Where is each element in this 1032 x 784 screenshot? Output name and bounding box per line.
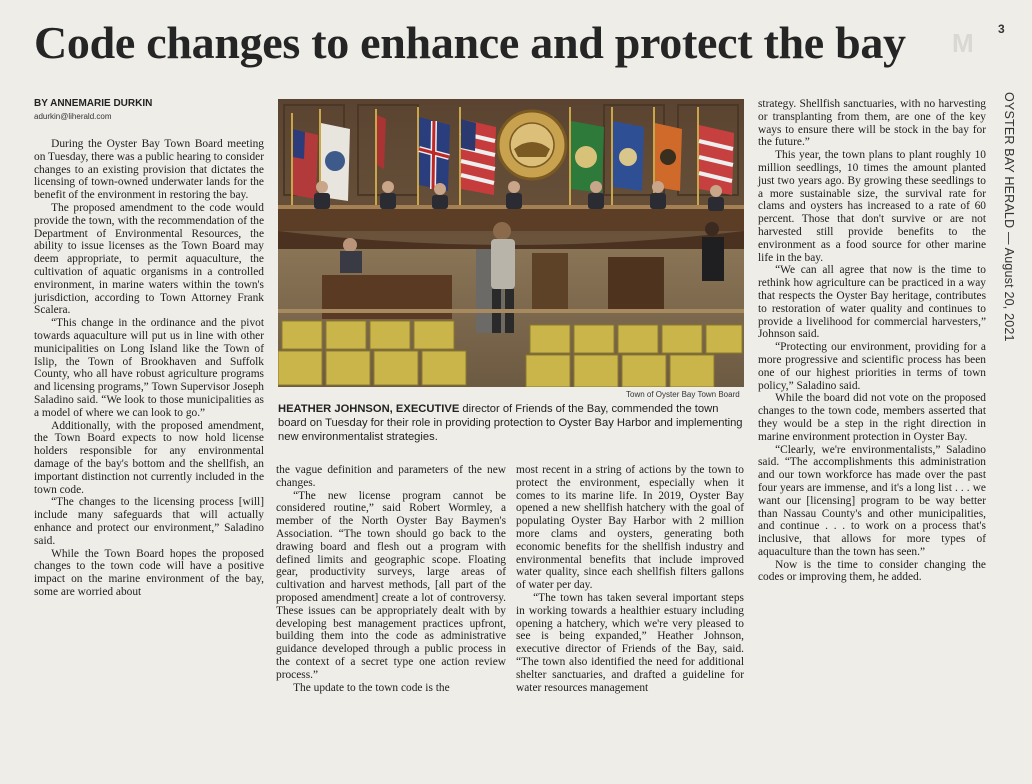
paragraph: “We can all agree that now is the time to rethink how agriculture can be practiced in a way that respects the Oyster Bay heritage, contributes to restoration of water quality and continues to provide a livelihood for commercial harvesters,” Johnson said. [758,264,986,341]
caption-text: director of Friends of the Bay, commended the town board on Tuesday for their role in providing protection to Oyster Bay Harbor and implementing new environmentalist strategies. [278,403,743,443]
photo-credit: Town of Oyster Bay Town Board [626,390,740,399]
headline: Code changes to enhance and protect the bay [34,17,906,68]
town-seal [498,111,566,179]
photo-illustration [278,99,744,387]
board-meeting-photo [278,99,744,387]
paragraph: During the Oyster Bay Town Board meeting on Tuesday, there was a public hearing to consider changes to an existing provision that dictates the licensing of town-owned underwater lands for the benefit of the environment in restoring the bay. [34,138,264,202]
paragraph: “The changes to the licensing process [will] include many safeguards that will actually enhance and protect our environment,” Saladino said. [34,496,264,547]
paragraph: The proposed amendment to the code would provide the town, with the recommendation of the Department of Environmental Resources, the ability to issue licenses as the Town Board may deem appropriate, to permit aquaculture, the cultivation of aquatic organisms in a controlled environment, in marine waters within the town's jurisdiction, according to Town Attorney Frank Scalera. [34,201,264,317]
column-4 [758,98,986,584]
paragraph: “Protecting our environment, providing for a more progressive and scientific process has been one of our highest priorities in terms of town policy,” Saladino said. [758,341,986,392]
paragraph: “This change in the ordinance and the pivot towards aquaculture will put us in line with other municipalities on Long Island like the Town of Islip, the Town of Brookhaven and Suffolk County, who all have robust agriculture programs and licensing programs,” Town Supervisor Joseph Saladino said. “We look to those municipalities as a model of where we can look to go.” [34,317,264,419]
column-2 [276,464,506,694]
folio [1000,92,1018,342]
paragraph: the vague definition and parameters of the new changes. [276,464,506,489]
paragraph: “Clearly, we're environmentalists,” Saladino said. “The accomplishments this administration and our town workforce has made over the past four years are immense, and it's a long list . . . we want our [licensing] program to be way better than Nassau County's and other municipalities, and continue . . . to work on a process that's inclusive, that allows for more types of aquaculture than the town has seen.” [758,443,986,558]
paragraph: Additionally, with the proposed amendment, the Town Board expects to now hold license holders responsible for any environmental damage of the bay's bottom and the shellfish, an important distinction not currently included in the town code. [34,419,264,496]
page-number: 3 [998,22,1005,36]
column-3 [516,464,744,694]
paragraph: This year, the town plans to plant roughly 10 million seedlings, 10 times the amount planted just two years ago. By growing these seedlings to a more sustainable size, the survival rate for clams and oysters has increased to a rate of 60 percent. Those that don't survive or are not harvested still provide benefits to the environment as a food source for other marine life in the bay. [758,149,986,264]
paragraph: While the Town Board hopes the proposed changes to the town code will have a positive impact on the marine environment of the bay, some are worried about [34,547,264,598]
paragraph: The update to the town code is the [293,681,450,694]
paragraph: most recent in a string of actions by the town to protect the environment, especially when it comes to its marine life. In 2019, Oyster Bay opened a new shellfish hatchery with the goal of populating Oyster Bay Harbor with 2 million more clams and oysters, generating both economic benefits for the shellfish industry and environmental benefits that include improved water quality, since each shellfish filters gallons of water per day. [516,464,744,592]
paragraph: Now is the time to consider changing the codes or improving them, he added. [758,558,986,584]
paragraph: “The new license program cannot be considered routine,” said Robert Wormley, a member of the North Oyster Bay Baymen's Association. “The town should go back to the drawing board and flesh out a program with defined limits and geographic scope. Floating gear, productivity surveys, large areas of cultivation and harvest methods, [all part of the proposed amendment] create a lot of controversy. These issues can be appropriately dealt with by developing best management practices upfront, building them into the code as administrative guidance developed through a public process in the context of a secret type one action review process.” [276,489,506,681]
author-email: adurkin@liherald.com [34,112,112,121]
column-1 [34,138,264,599]
paragraph: “The town has taken several important steps in working towards a healthier estuary including opening a hatchery, which we're very pleased to see is being expanded,” Heather Johnson, executive director of Friends of the Bay, said. “The town also identified the need for additional shelter sanctuaries, and drafted a guideline for water resources management [516,591,744,694]
photo-caption [278,402,744,444]
folio-text: OYSTER BAY HERALD — August 20, 2021 [1002,92,1016,342]
adjacent-page-mark: M [952,28,974,58]
caption-lead: HEATHER JOHNSON, EXECUTIVE [278,403,460,415]
byline: BY ANNEMARIE DURKIN [34,98,153,109]
paragraph: strategy. Shellfish sanctuaries, with no harvesting or transplanting from them, are one of the key ways to ensure there will be stock in the bay for the future.” [758,98,986,149]
paragraph: While the board did not vote on the proposed changes to the town code, members asserted that they would be a step in the right direction in marine environment protection in Oyster Bay. [758,392,986,443]
